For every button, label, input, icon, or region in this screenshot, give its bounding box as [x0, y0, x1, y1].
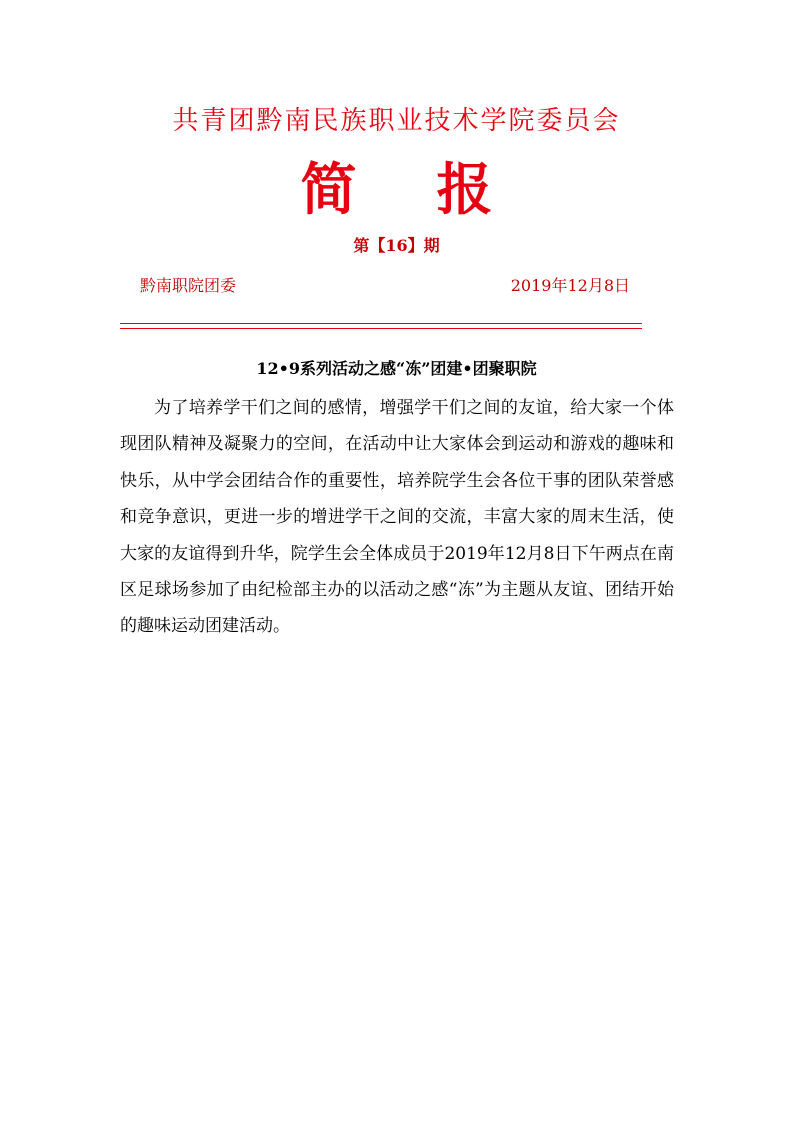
publisher: 黔南职院团委	[140, 276, 237, 295]
organization-title: 共青团黔南民族职业技术学院委员会	[172, 106, 621, 136]
article-headline: 12•9系列活动之感“冻”团建•团聚职院	[256, 359, 537, 378]
article-body: 为了培养学干们之间的感情，增强学干们之间的友谊，给大家一个体现团队精神及凝聚力的空间，在活动中让大家体会到运动和游戏的趣味和快乐，从中学会团结合作的重要性，培养院学生会各位干事的团队荣誉感和竞争意识，更进一步的增进学干之间的交流，丰富大家的周末生活，使大家的友谊得到升华，院学生会全体成员于2019年12月8日下午两点在南区足球场参加了由纪检部主办的以活动之感“冻”为主题从友谊、团结开始的趣味运动团建活动。	[120, 398, 674, 637]
header-divider-bottom	[120, 328, 642, 329]
header-divider-top	[120, 323, 642, 324]
bulletin-title-char-1: 简	[300, 157, 357, 223]
publish-date: 2019年12月8日	[510, 276, 630, 295]
bulletin-title	[0, 146, 793, 226]
bulletin-title-char-2: 报	[436, 157, 493, 223]
issue-number: 第【16】期	[353, 236, 440, 255]
meta-row	[140, 273, 630, 296]
